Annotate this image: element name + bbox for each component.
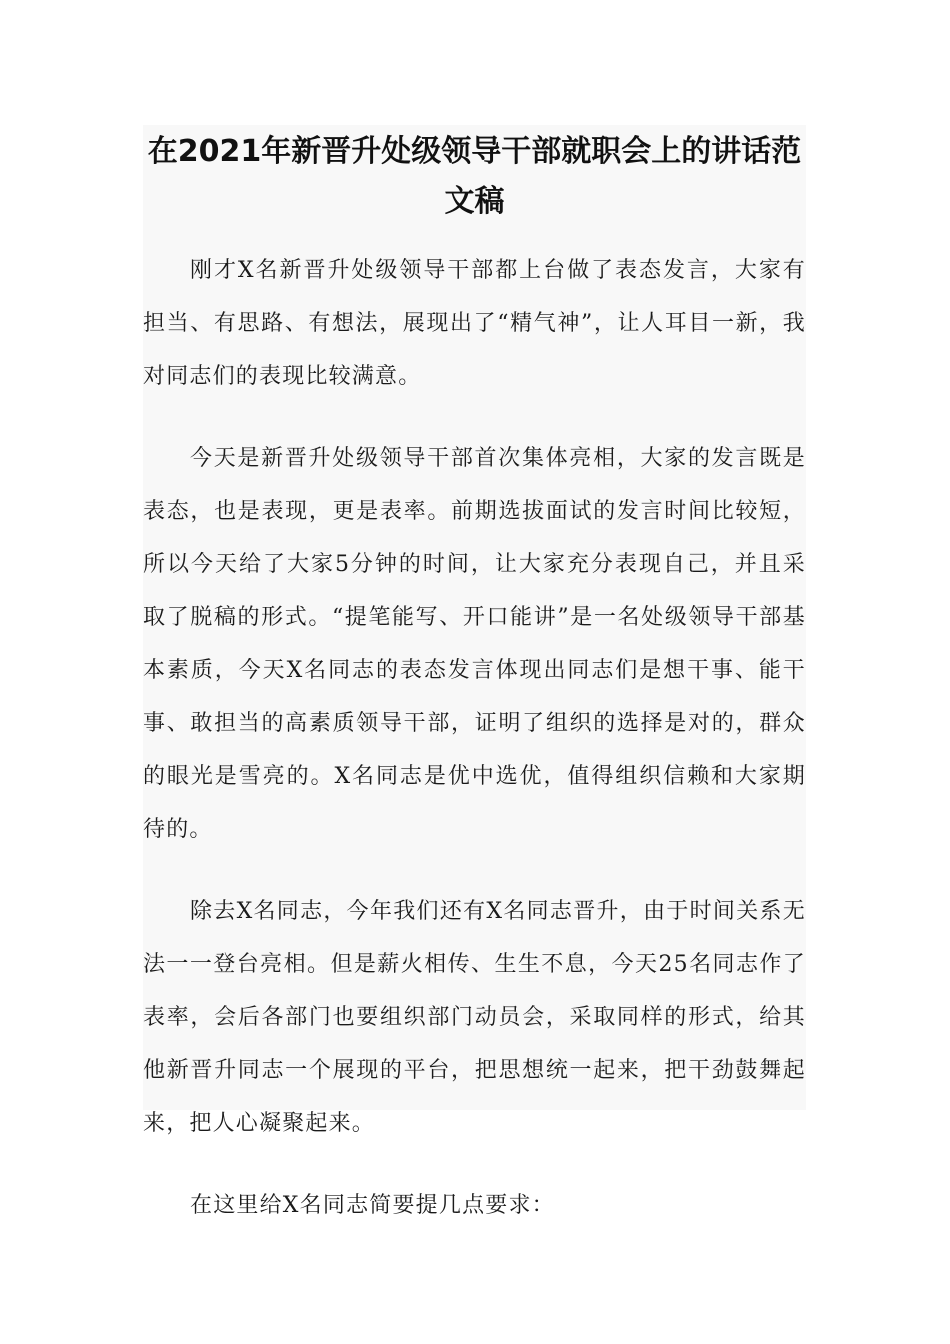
document-title: 在2021年新晋升处级领导干部就职会上的讲话范文稿 <box>147 134 802 219</box>
paragraph-1: 刚才X名新晋升处级领导干部都上台做了表态发言，大家有担当、有思路、有想法，展现出了“精气神”，让人耳目一新，我对同志们的表现比较满意。 <box>143 258 806 389</box>
document-body <box>143 244 806 1261</box>
paragraph-2: 今天是新晋升处级领导干部首次集体亮相，大家的发言既是表态，也是表现，更是表率。前期选拔面试的发言时间比较短，所以今天给了大家5分钟的时间，让大家充分表现自己，并且采取了脱稿的形式。“提笔能写、开口能讲”是一名处级领导干部基本素质，今天X名同志的表态发言体现出同志们是想干事、能干事、敢担当的高素质领导干部，证明了组织的选择是对的，群众的眼光是雪亮的。X名同志是优中选优，值得组织信赖和大家期待的。 <box>143 446 806 842</box>
paragraph-4: 在这里给X名同志简要提几点要求： <box>190 1193 555 1218</box>
paragraph-3: 除去X名同志，今年我们还有X名同志晋升，由于时间关系无法一一登台亮相。但是薪火相传、生生不息，今天25名同志作了表率，会后各部门也要组织部门动员会，采取同样的形式，给其他新晋升同志一个展现的平台，把思想统一起来，把干劲鼓舞起来，把人心凝聚起来。 <box>143 899 806 1136</box>
